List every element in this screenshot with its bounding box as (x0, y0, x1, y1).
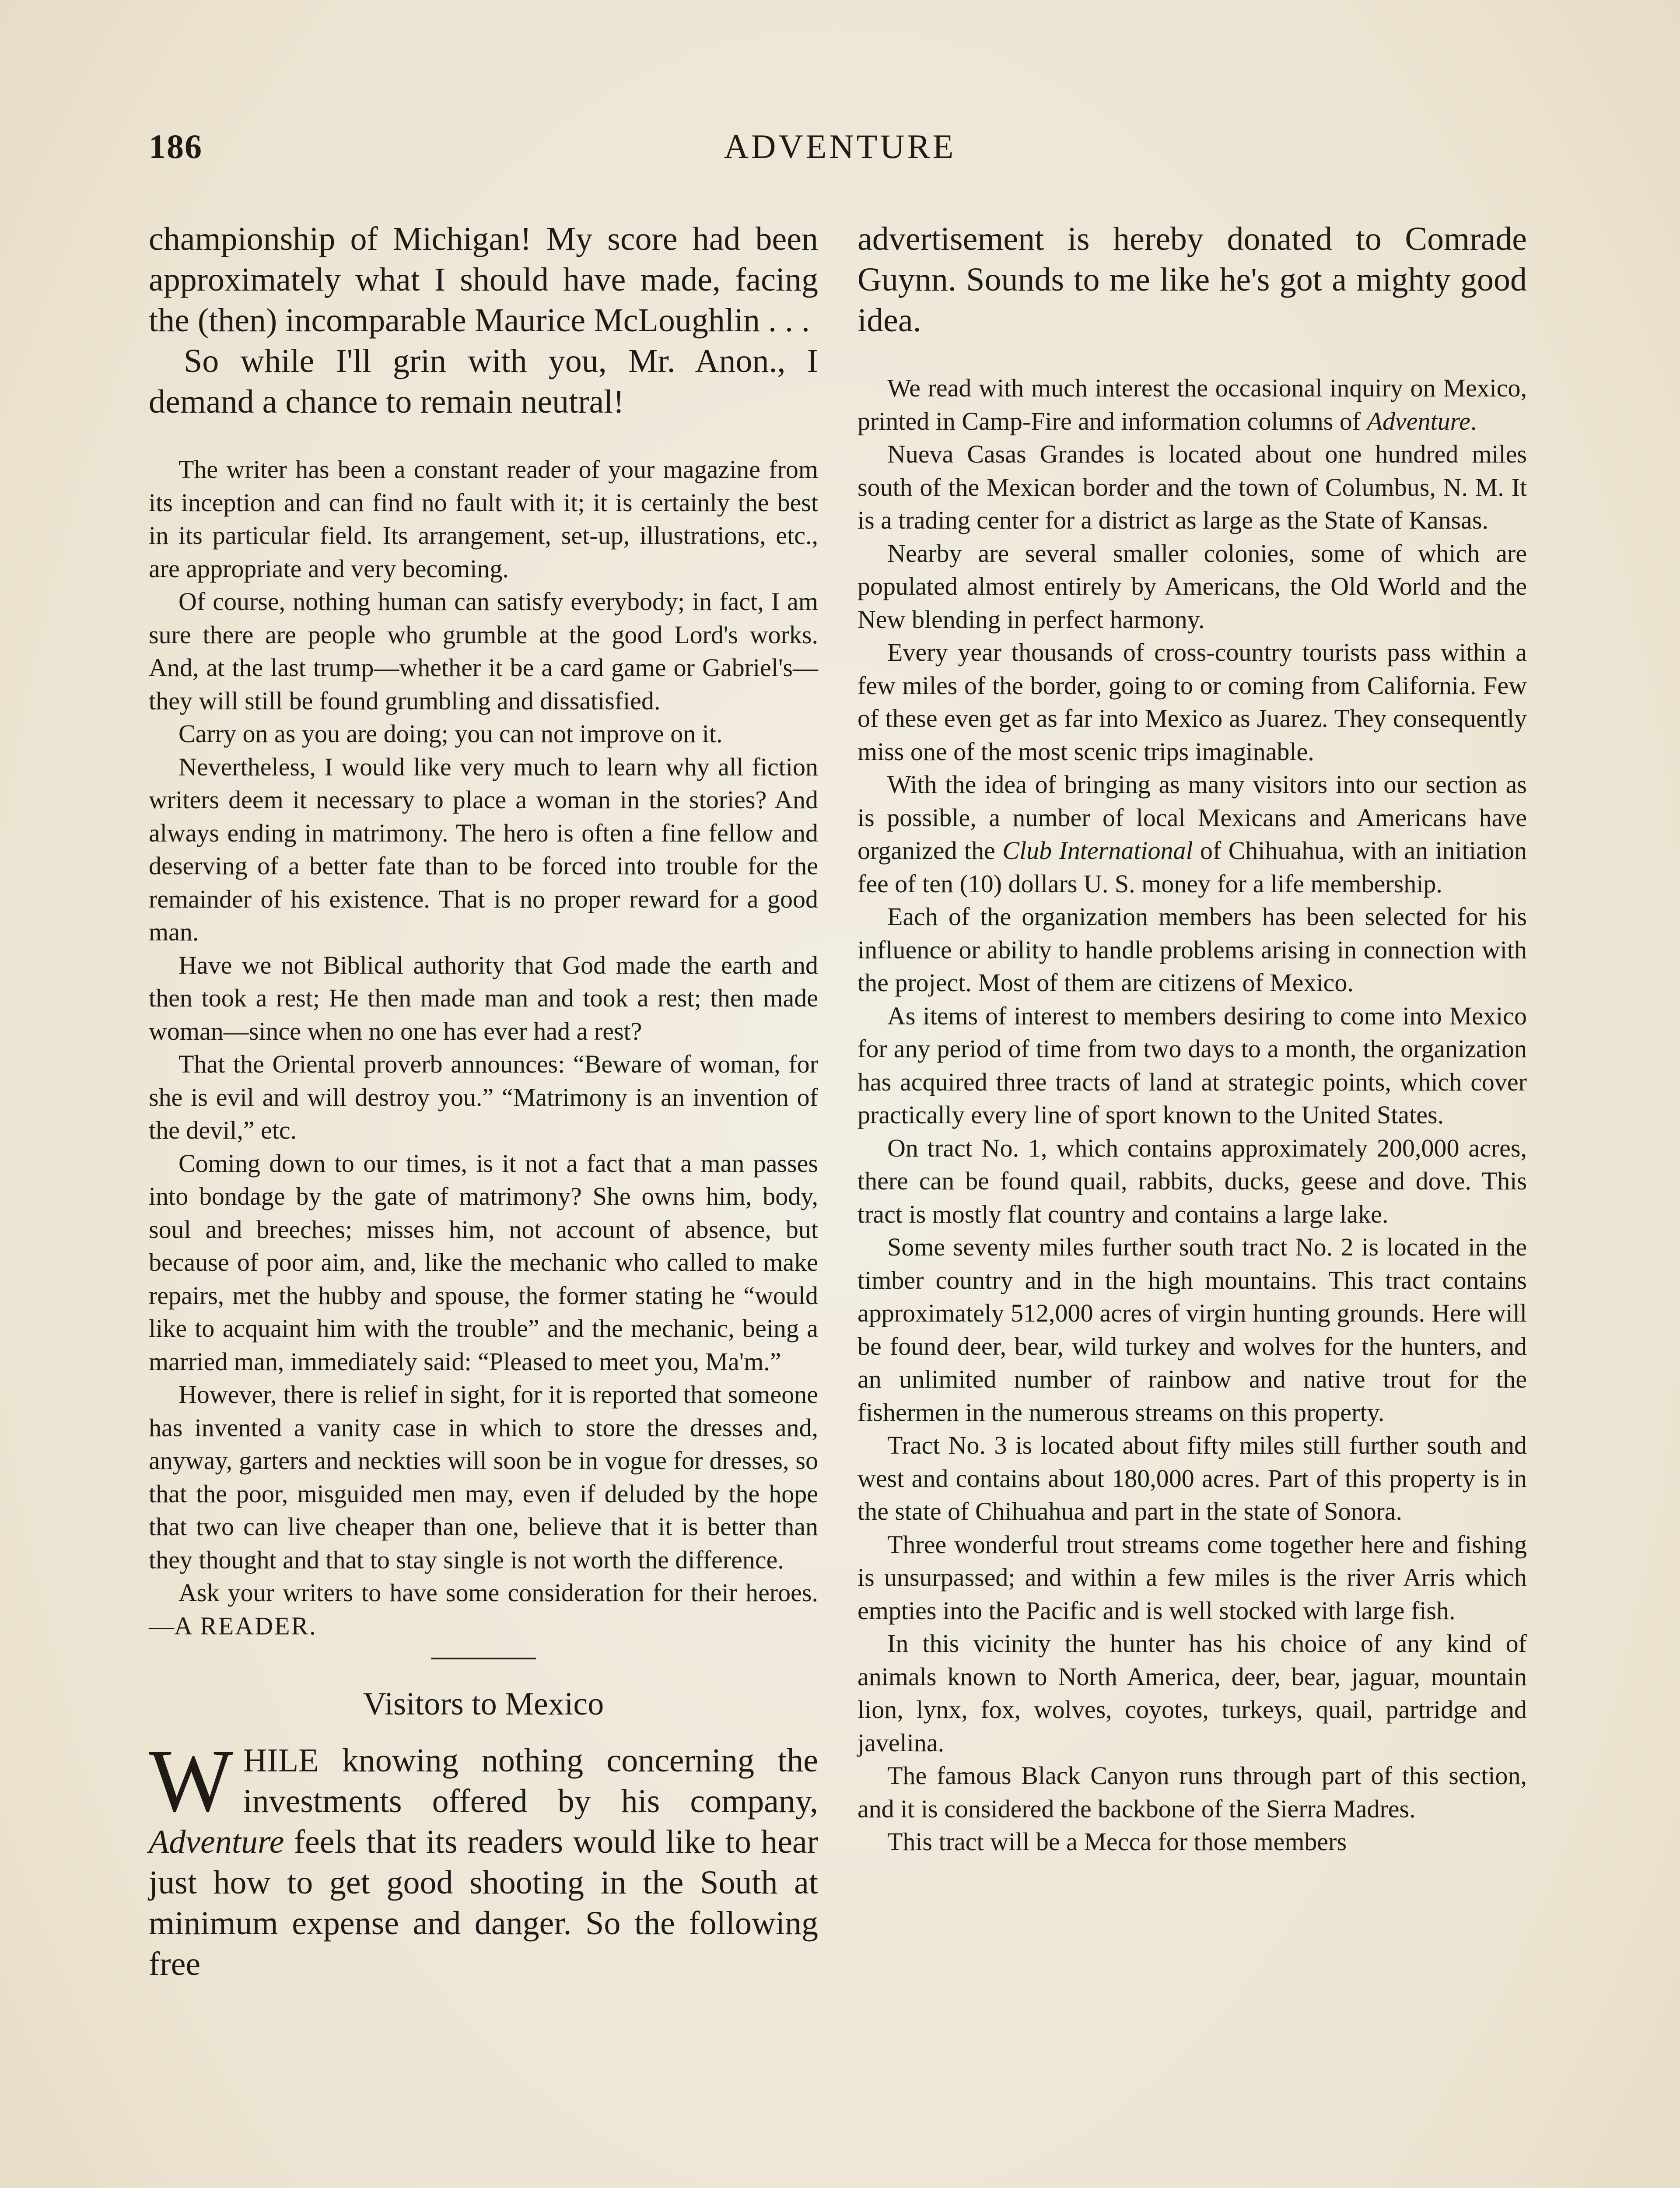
mexico-paragraph: Tract No. 3 is located about fifty miles still further south and west and contains about 180,000 acres. Part of this property is in the state of Chihuahua and part in the state of Sonora. (858, 1431, 1527, 1525)
closing-text: Ask your writers to have some consideration for their heroes.— (149, 1578, 818, 1640)
page-number: 186 (149, 127, 203, 165)
p1-end: . (1470, 407, 1477, 435)
right-column (858, 219, 1527, 1858)
section-title: Visitors to Mexico (363, 1686, 604, 1722)
letter-paragraph: Coming down to our times, is it not a fact that a man passes into bondage by the gate of matrimony? She owns him, body, soul and breeches; misses him, not account of absence, but because of poor aim, and, like the mechanic who called to make repairs, met the hubby and spouse, the former stating he “would like to acquaint him with the trouble” and the mechanic, being a married man, immediately said: “Pleased to meet you, Ma'm.” (149, 1149, 818, 1376)
mexico-paragraph: On tract No. 1, which contains approximately 200,000 acres, there can be found quail, rabbits, ducks, geese and dove. This tract is mostly flat country and contains a large lake. (858, 1133, 1527, 1228)
letter-closing (149, 1576, 818, 1642)
letter-paragraph: Nevertheless, I would like very much to learn why all fiction writers deem it necessary to place a woman in the stories? And always ending in matrimony. The hero is often a fine fellow and deserving of a better fate than to be forced into trouble for the remainder of his existence. That is no proper reward for a good man. (149, 752, 818, 946)
mexico-paragraph: Nearby are several smaller colonies, some of which are populated almost entirely by Americans, the Old World and the New blending in perfect harmony. (858, 539, 1527, 634)
magazine-name: Adventure (149, 1823, 284, 1860)
drop-cap: W (149, 1731, 234, 1830)
running-head (149, 127, 1531, 184)
letter-paragraph: Have we not Biblical authority that God made the earth and then took a rest; He then made man and took a rest; then made woman—since when no one has ever had a rest? (149, 950, 818, 1045)
p1-text: We read with much interest the occasional inquiry on Mexico, printed in Camp-Fire and information columns of (858, 374, 1527, 435)
left-top-paragraph: championship of Michigan! My score had been approximately what I should have made, facing the (then) incomparable Maurice McLoughlin . . . (149, 221, 818, 339)
mexico-paragraph: As items of interest to members desiring to come into Mexico for any period of time from two days to a month, the organization has acquired three tracts of land at strategic points, which cover practically every line of sport known to the United States. (858, 1001, 1527, 1129)
letter-signature: A READER. (174, 1611, 317, 1640)
mexico-paragraph: The famous Black Canyon runs through part of this section, and it is considered the backbone of the Sierra Madres. (858, 1761, 1527, 1823)
p1-italic: Adventure (1367, 407, 1470, 435)
mexico-paragraph: Every year thousands of cross-country tourists pass within a few miles of the border, going to or coming from California. Few of these even get as far into Mexico as Juarez. They consequently miss one of the most scenic trips imaginable. (858, 638, 1527, 766)
letter-paragraph: Carry on as you are doing; you can not improve on it. (178, 719, 723, 748)
club-pre: With the idea of bringing as many visitors into our section as is possible, a number of local Mexicans and Americans have organized the (858, 770, 1527, 865)
right-top-text (858, 219, 1527, 341)
mexico-paragraph: In this vicinity the hunter has his choice of any kind of animals known to North America, deer, bear, jaguar, mountain lion, lynx, fox, wolves, coyotes, turkeys, quail, partridge and javelina. (858, 1629, 1527, 1757)
intro-paragraph (149, 1731, 818, 1985)
left-top-paragraph: So while I'll grin with you, Mr. Anon., I demand a chance to remain neutral! (149, 343, 818, 420)
letter-paragraph: However, there is relief in sight, for it is reported that someone has invented a vanity case in which to store the dresses and, anyway, garters and neckties will soon be in vogue for dresses, so that the poor, misguided men may, even if deluded by the hope that two can live cheaper than one, believe that it is better than they thought and that to stay single is not worth the difference. (149, 1380, 818, 1574)
letter-paragraph: The writer has been a constant reader of your magazine from its inception and can find no fault with it; it is certainly the best in its particular field. Its arrangement, set-up, illustrations, etc., are appropriate and very becoming. (149, 455, 818, 583)
intro-text: HILE knowing nothing concerning the investments offered by his company, (243, 1742, 818, 1820)
mexico-paragraph (858, 768, 1527, 900)
magazine-title: ADVENTURE (724, 127, 956, 165)
mexico-paragraph: Some seventy miles further south tract No. 2 is located in the timber country and in the high mountains. This tract contains approximately 512,000 acres of virgin hunting grounds. Here will be found deer, bear, wild turkey and wolves for the hunters, and an unlimited number of rainbow and native trout for the fishermen in the numerous streams on this property. (858, 1233, 1527, 1427)
left-column (149, 219, 818, 1985)
club-name: Club International (1002, 836, 1193, 865)
club-post: of Chihuahua, with an initiation fee of ten (10) dollars U. S. money for a life membership. (858, 836, 1527, 898)
left-top-text (149, 219, 818, 422)
mexico-letter (858, 372, 1527, 1858)
section-divider (431, 1658, 536, 1659)
mexico-paragraph: Nueva Casas Grandes is located about one hundred miles south of the Mexican border and the town of Columbus, N. M. It is a trading center for a district as large as the State of Kansas. (858, 440, 1527, 534)
mexico-paragraph: Each of the organization members has been selected for his influence or ability to handle problems arising in connection with the project. Most of them are citizens of Mexico. (858, 902, 1527, 997)
mexico-paragraph: This tract will be a Mecca for those members (887, 1827, 1347, 1856)
mexico-paragraph (858, 372, 1527, 438)
letter-paragraph: Of course, nothing human can satisfy everybody; in fact, I am sure there are people who grumble at the good Lord's works. And, at the last trump—whether it be a card game or Gabriel's—they will still be found grumbling and dissatisfied. (149, 587, 818, 715)
mexico-paragraph: Three wonderful trout streams come together here and fishing is unsurpassed; and within a few miles is the river Arris which empties into the Pacific and is well stocked with large fish. (858, 1530, 1527, 1625)
letter-paragraph: That the Oriental proverb announces: “Beware of woman, for she is evil and will destroy you.” “Matrimony is an invention of the devil,” etc. (149, 1050, 818, 1144)
reader-letter (149, 453, 818, 1642)
intro-text-tail: feels that its readers would like to hear just how to get good shooting in the South at minimum expense and danger. So the following free (149, 1823, 818, 1982)
right-top-paragraph: advertisement is hereby donated to Comrade Guynn. Sounds to me like he's got a mighty good idea. (858, 221, 1527, 339)
